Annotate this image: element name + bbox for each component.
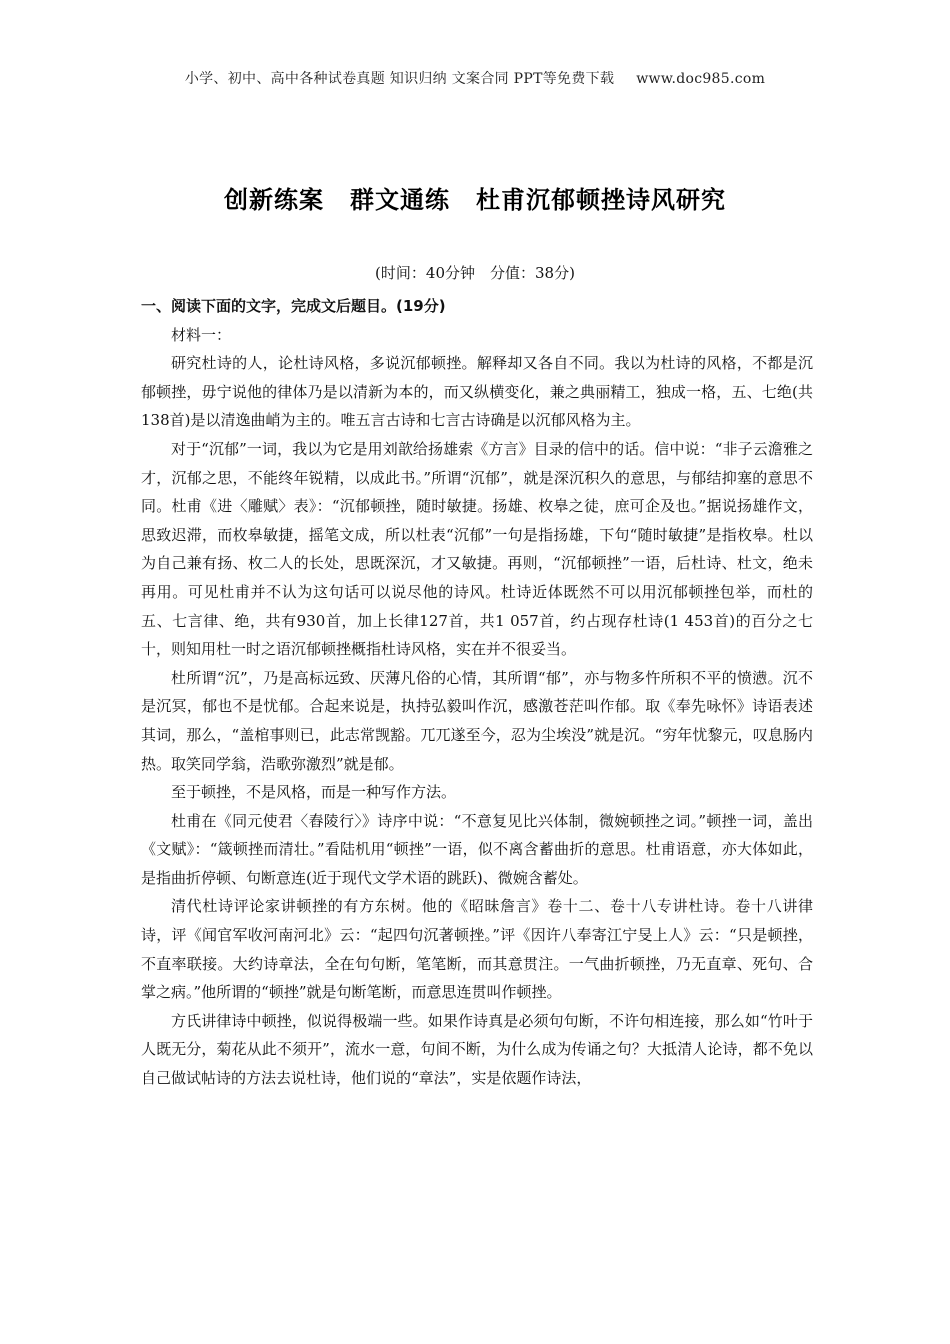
paragraph: 至于顿挫，不是风格，而是一种写作方法。	[171, 783, 457, 802]
title-part1: 创新练案	[224, 186, 324, 214]
time-score-info: (时间：40分钟 分值：38分)	[375, 264, 575, 282]
paragraph: 杜甫在《同元使君〈舂陵行〉》诗序中说：“不意复见比兴体制，微婉顿挫之词。”顿挫一词，盖出《文赋》：“箴顿挫而清壮。”看陆机用“顿挫”一语，似不离含蓄曲折的意思。杜甫语意，亦大体如此，是指曲折停顿、句断意连(近于现代文学术语的跳跃)、微婉含蓄处。	[141, 811, 813, 887]
header-site: www.doc985.com	[636, 71, 766, 87]
paragraph: 杜所谓“沉”，乃是高标远致、厌薄凡俗的心情，其所谓“郁”，亦与物多忤所积不平的愤懑。沉不是沉冥，郁也不是忧郁。合起来说是，执持弘毅叫作沉，感激苍茫叫作郁。取《奉先咏怀》诗语表述其词，那么，“盖棺事则已，此志常觊豁。兀兀遂至今，忍为尘埃没”就是沉。“穷年忧黎元，叹息肠内热。取笑同学翁，浩歌弥激烈”就是郁。	[141, 668, 813, 773]
paragraph: 方氏讲律诗中顿挫，似说得极端一些。如果作诗真是必须句句断，不许句相连接，那么如“竹叶于人既无分，菊花从此不须开”，流水一意，句间不断，为什么成为传诵之句？大抵清人论诗，都不免以自己做试帖诗的方法去说杜诗，他们说的“章法”，实是依题作诗法，	[141, 1011, 813, 1088]
material-label: 材料一：	[171, 325, 232, 344]
paragraph: 研究杜诗的人，论杜诗风格，多说沉郁顿挫。解释却又各自不同。我以为杜诗的风格，不都是沉郁顿挫，毋宁说他的律体乃是以清新为本的，而又纵横变化，兼之典丽精工，独成一格，五、七绝(共138首)是以清逸曲峭为主的。唯五言古诗和七言古诗确是以沉郁风格为主。	[141, 354, 813, 430]
header-text: 小学、初中、高中各种试卷真题 知识归纳 文案合同 PPT等免费下载	[184, 71, 615, 87]
page-header	[0, 68, 950, 88]
title-part2: 群文通练	[350, 186, 450, 214]
article-body	[141, 292, 813, 1093]
section-heading: 一、阅读下面的文字，完成文后题目。(19分)	[141, 297, 446, 315]
page-title	[0, 180, 950, 215]
title-part3: 杜甫沉郁顿挫诗风研究	[476, 186, 726, 214]
paragraph: 清代杜诗评论家讲顿挫的有方东树。他的《昭昧詹言》卷十二、卷十八专讲杜诗。卷十八讲律诗，评《闻官军收河南河北》云：“起四句沉著顿挫。”评《因许八奉寄江宁旻上人》云：“只是顿挫，不直率联接。大约诗章法，全在句句断，笔笔断，而其意贯注。一气曲折顿挫，乃无直章、死句、合掌之病。”他所谓的“顿挫”就是句断笔断，而意思连贯叫作顿挫。	[141, 897, 813, 1002]
paragraph: 对于“沉郁”一词，我以为它是用刘歆给扬雄索《方言》目录的信中的话。信中说：“非子云澹雅之才，沉郁之思，不能终年锐精，以成此书。”所谓“沉郁”，就是深沉积久的意思，与郁结抑塞的意思不同。杜甫《进〈雕赋〉表》：“沉郁顿挫，随时敏捷。扬雄、枚皋之徒，庶可企及也。”据说扬雄作文，思致迟滞，而枚皋敏捷，摇笔文成，所以杜表“沉郁”一句是指扬雄，下句“随时敏捷”是指枚皋。杜以为自己兼有扬、枚二人的长处，思既深沉，才又敏捷。再则，“沉郁顿挫”一语，后杜诗、杜文，绝未再用。可见杜甫并不认为这句话可以说尽他的诗风。杜诗近体既然不可以用沉郁顿挫包举，而杜的五、七言律、绝，共有930首，加上长律127首，共1 057首，约占现存杜诗(1 453首)的百分之七十，则知用杜一时之语沉郁顿挫概指杜诗风格，实在并不很妥当。	[141, 439, 813, 659]
